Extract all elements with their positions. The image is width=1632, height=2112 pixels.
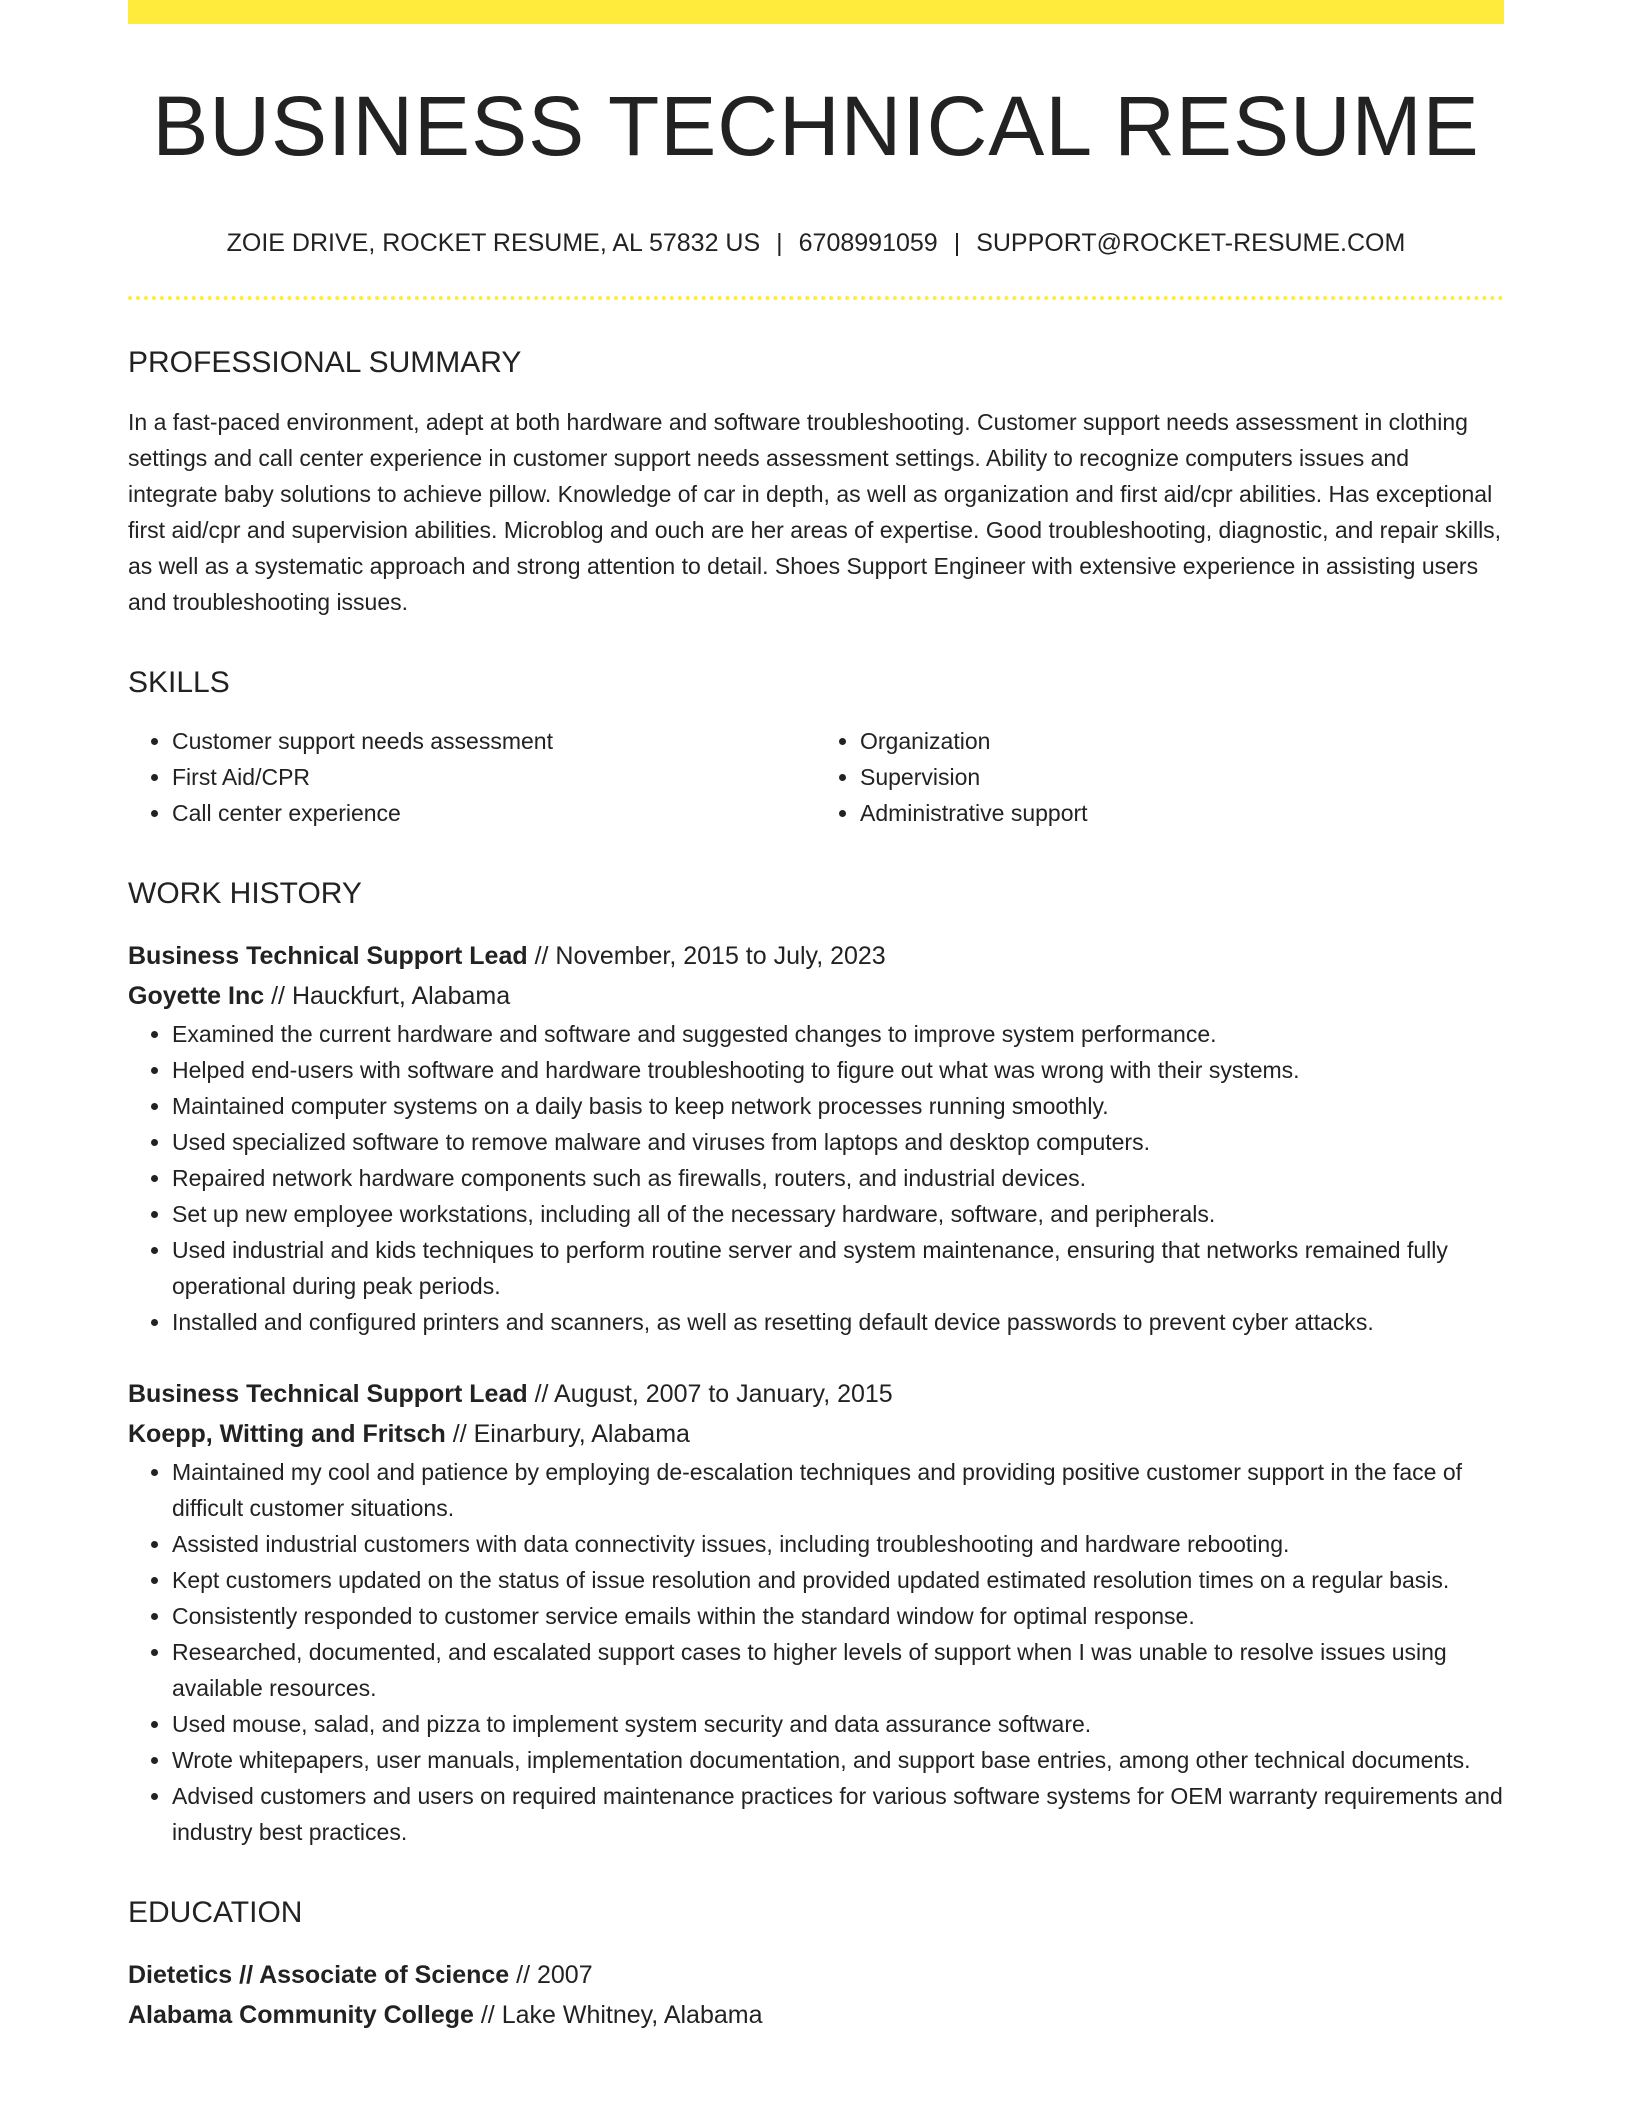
contact-line bbox=[128, 229, 1504, 258]
dotted-divider bbox=[128, 296, 1504, 300]
job-bullets bbox=[128, 1454, 1504, 1850]
job-bullet: • Used mouse, salad, and pizza to implement system security and data assurance software. bbox=[172, 1706, 1504, 1742]
job-bullet: • Advised customers and users on required maintenance practices for various software systems for OEM warranty requirements and industry best practices. bbox=[172, 1778, 1504, 1850]
job-location: // Hauckfurt, Alabama bbox=[271, 982, 511, 1010]
education-degree: Dietetics // Associate of Science bbox=[128, 1961, 510, 1989]
education-school-line bbox=[128, 1995, 1504, 2035]
accent-top-bar bbox=[128, 0, 1504, 24]
education-location: // Lake Whitney, Alabama bbox=[480, 2001, 763, 2029]
skill-item: • Customer support needs assessment bbox=[172, 723, 816, 759]
job-bullet: • Set up new employee workstations, including all of the necessary hardware, software, and peripherals. bbox=[172, 1196, 1504, 1232]
job-company-line bbox=[128, 1414, 1504, 1454]
contact-separator: | bbox=[953, 229, 961, 257]
job-bullet: • Used specialized software to remove malware and viruses from laptops and desktop computers. bbox=[172, 1124, 1504, 1160]
job-bullet: • Used industrial and kids techniques to perform routine server and system maintenance, ensuring that networks remained fully operational during peak periods. bbox=[172, 1232, 1504, 1304]
job-title: Business Technical Support Lead bbox=[128, 1380, 528, 1408]
skills-list-right bbox=[860, 723, 1504, 831]
job-bullet: • Maintained my cool and patience by employing de-escalation techniques and providing positive customer support in the face of difficult customer situations. bbox=[172, 1454, 1504, 1526]
job-title: Business Technical Support Lead bbox=[128, 942, 528, 970]
job-company-line bbox=[128, 976, 1504, 1016]
job-bullet: • Maintained computer systems on a daily basis to keep network processes running smoothly. bbox=[172, 1088, 1504, 1124]
job-dates: // August, 2007 to January, 2015 bbox=[534, 1380, 893, 1408]
job-title-line bbox=[128, 936, 1504, 976]
skill-item: • Supervision bbox=[860, 759, 1504, 795]
education-school: Alabama Community College bbox=[128, 2001, 474, 2029]
contact-phone: 6708991059 bbox=[798, 229, 938, 257]
job-bullet: • Examined the current hardware and software and suggested changes to improve system performance. bbox=[172, 1016, 1504, 1052]
job-dates: // November, 2015 to July, 2023 bbox=[534, 942, 886, 970]
skill-item: • First Aid/CPR bbox=[172, 759, 816, 795]
job-bullet: • Installed and configured printers and scanners, as well as resetting default device passwords to prevent cyber attacks. bbox=[172, 1304, 1504, 1340]
skill-item: • Administrative support bbox=[860, 795, 1504, 831]
education-entry bbox=[128, 1955, 1504, 2035]
job-bullet: • Helped end-users with software and hardware troubleshooting to figure out what was wrong with their systems. bbox=[172, 1052, 1504, 1088]
education-year: // 2007 bbox=[516, 1961, 593, 1989]
contact-email: SUPPORT@ROCKET-RESUME.COM bbox=[976, 229, 1406, 257]
job-bullet: • Kept customers updated on the status of issue resolution and provided updated estimated resolution times on a regular basis. bbox=[172, 1562, 1504, 1598]
job-company: Goyette Inc bbox=[128, 982, 265, 1010]
skill-item: • Call center experience bbox=[172, 795, 816, 831]
job-bullet: • Wrote whitepapers, user manuals, implementation documentation, and support base entries, among other technical documents. bbox=[172, 1742, 1504, 1778]
skill-item: • Organization bbox=[860, 723, 1504, 759]
job-location: // Einarbury, Alabama bbox=[452, 1420, 690, 1448]
summary-text: In a fast-paced environment, adept at both hardware and software troubleshooting. Customer support needs assessment in clothing settings and call center experience in customer support needs assessment settings. Ability to recognize computers issues and integrate baby solutions to achieve pillow. Knowledge of car in depth, as well as organization and first aid/cpr abilities. Has exceptional first aid/cpr and supervision abilities. Microblog and ouch are her areas of expertise. Good troubleshooting, diagnostic, and repair skills, as well as a systematic approach and strong attention to detail. Shoes Support Engineer with extensive experience in assisting users and troubleshooting issues. bbox=[128, 409, 1502, 615]
contact-address: ZOIE DRIVE, ROCKET RESUME, AL 57832 US bbox=[226, 229, 761, 257]
job-bullet: • Repaired network hardware components such as firewalls, routers, and industrial devices. bbox=[172, 1160, 1504, 1196]
education-heading: EDUCATION bbox=[128, 1896, 303, 1929]
resume-page bbox=[128, 0, 1504, 2035]
job-bullet: • Researched, documented, and escalated support cases to higher levels of support when I was unable to resolve issues using available resources. bbox=[172, 1634, 1504, 1706]
skills-heading: SKILLS bbox=[128, 666, 230, 699]
resume-title: BUSINESS TECHNICAL RESUME bbox=[152, 79, 1480, 173]
job-bullets bbox=[128, 1016, 1504, 1340]
job-bullet: • Assisted industrial customers with data connectivity issues, including troubleshooting and hardware rebooting. bbox=[172, 1526, 1504, 1562]
skills-column-right bbox=[816, 723, 1504, 831]
job-title-line bbox=[128, 1374, 1504, 1414]
job-entry bbox=[128, 1374, 1504, 1850]
work-history-heading: WORK HISTORY bbox=[128, 877, 362, 910]
skills-grid bbox=[128, 723, 1504, 831]
summary-heading: PROFESSIONAL SUMMARY bbox=[128, 346, 522, 379]
skills-list-left bbox=[172, 723, 816, 831]
job-company: Koepp, Witting and Fritsch bbox=[128, 1420, 446, 1448]
skills-column-left bbox=[128, 723, 816, 831]
contact-separator: | bbox=[776, 229, 783, 257]
job-bullet: • Consistently responded to customer service emails within the standard window for optimal response. bbox=[172, 1598, 1504, 1634]
education-degree-line bbox=[128, 1955, 1504, 1995]
job-entry bbox=[128, 936, 1504, 1340]
